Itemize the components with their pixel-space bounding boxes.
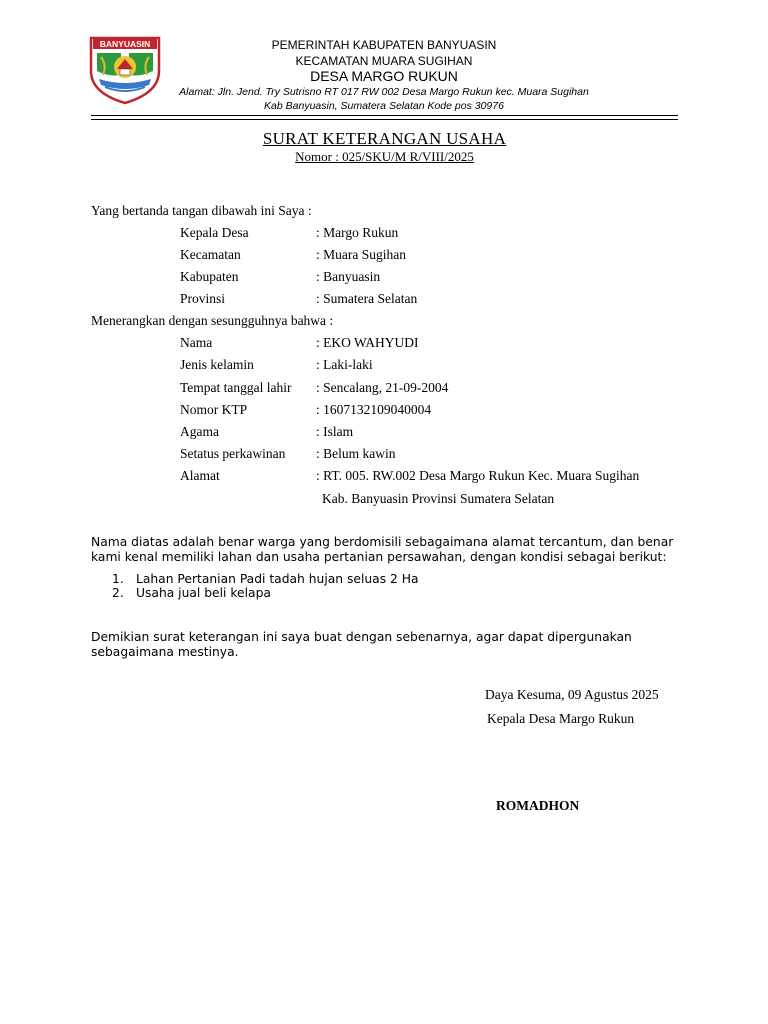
signer-value: : Muara Sugihan [316,247,406,262]
person-value: : Laki-laki [316,357,373,372]
person-label: Nama [180,335,213,350]
signer-label: Kepala Desa [180,225,249,240]
person-label: Nomor KTP [180,402,248,417]
person-value: : Sencalang, 21-09-2004 [316,380,449,395]
list-item: Lahan Pertanian Padi tadah hujan seluas 2 Ha [136,572,419,586]
body-paragraph-line: Nama diatas adalah benar warga yang berdomisili sebagaimana alamat tercantum, dan benar [91,535,674,549]
header-village: DESA MARGO RUKUN [310,68,458,84]
person-value: : Islam [316,424,354,439]
header-government: PEMERINTAH KABUPATEN BANYUASIN [271,38,497,52]
person-label: Tempat tanggal lahir [180,380,292,395]
place-date: Daya Kesuma, 09 Agustus 2025 [485,687,659,702]
signer-value: : Banyuasin [316,269,381,284]
intro-text: Yang bertanda tangan dibawah ini Saya : [91,203,312,218]
header-district: KECAMATAN MUARA SUGIHAN [295,54,473,68]
person-value: : 1607132109040004 [316,402,432,417]
list-item: Usaha jual beli kelapa [136,586,271,600]
header-address: Alamat: Jln. Jend. Try Sutrisno RT 017 RW 002 Desa Margo Rukun kec. Muara Sugihan [179,86,589,98]
document-title: SURAT KETERANGAN USAHA [262,129,507,148]
header-divider-bottom [91,119,678,120]
signer-label: Provinsi [180,291,226,306]
signer-name: ROMADHON [496,798,580,813]
signer-value: : Margo Rukun [316,225,399,240]
logo-text: BANYUASIN [99,39,151,49]
person-label: Jenis kelamin [180,357,254,372]
document-number: Nomor : 025/SKU/M R/VIII/2025 [295,149,474,164]
person-label: Agama [180,424,219,439]
header-address-cont: Kab Banyuasin, Sumatera Selatan Kode pos 30976 [264,100,504,112]
person-label: Alamat [180,468,220,483]
list-number: 2. [112,586,124,600]
declaration-text: Menerangkan dengan sesungguhnya bahwa : [91,313,334,328]
person-value: : Belum kawin [316,446,396,461]
signer-value: : Sumatera Selatan [316,291,418,306]
signer-label: Kecamatan [180,247,241,262]
address-continuation: Kab. Banyuasin Provinsi Sumatera Selatan [322,491,555,506]
closing-line: Demikian surat keterangan ini saya buat dengan sebenarnya, agar dapat dipergunakan [91,630,632,644]
body-paragraph-line: kami kenal memiliki lahan dan usaha pertanian persawahan, dengan kondisi sebagai berikut: [91,550,667,564]
signer-position: Kepala Desa Margo Rukun [487,711,635,726]
person-label: Setatus perkawinan [180,446,286,461]
person-value: : EKO WAHYUDI [316,335,419,350]
header-divider-top [91,115,678,116]
signer-label: Kabupaten [180,269,239,284]
person-value: : RT. 005. RW.002 Desa Margo Rukun Kec. Muara Sugihan [316,468,640,483]
closing-line: sebagaimana mestinya. [91,645,239,659]
list-number: 1. [112,572,124,586]
